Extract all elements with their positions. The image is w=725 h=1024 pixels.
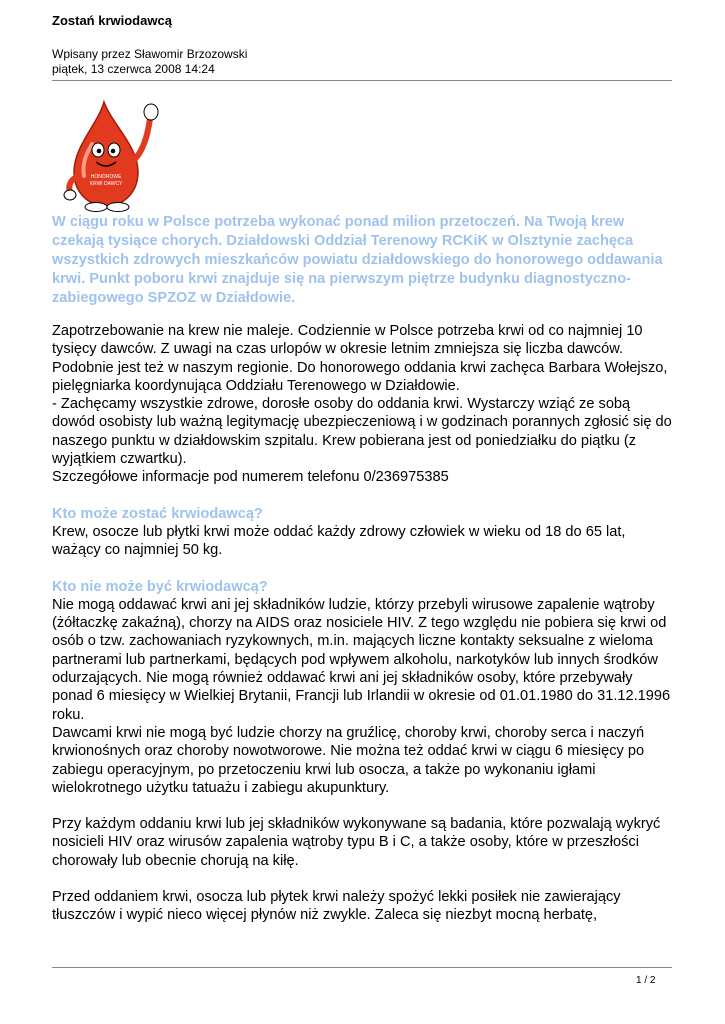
- article-meta: [52, 47, 247, 77]
- footer-divider: [52, 967, 672, 968]
- author-line: Wpisany przez Sławomir Brzozowski: [52, 47, 248, 61]
- intro-paragraph: W ciągu roku w Polsce potrzeba wykonać ponad milion przetoczeń. Na Twoją krew czekają tysiące chorych. Działdowski Oddział Terenowy RCKiK w Olsztynie zachęca wszystkich zdrowych mieszkańców powiatu działdowskiego do honorowego oddawania krwi. Punkt poboru krwi znajduje się na pierwszym piętrze budynku diagnostyczno-zabiegowego SPZOZ w Działdowie.: [52, 214, 663, 306]
- paragraph: Szczegółowe informacje pod numerem telefonu 0/236975385: [52, 469, 449, 486]
- blood-drop-mascot-image: [62, 94, 162, 212]
- paragraph: Nie mogą oddawać krwi ani jej składników ludzie, którzy przebyli wirusowe zapalenie wątroby (żółtaczkę zakaźną), chorzy na AIDS oraz nosiciele HIV. Z tego względu nie pobiera się krwi od osób o tzw. zachowaniach ryzykownych, m.in. mających liczne kontakty seksualne z wieloma partnerami lub partnerkami, będących pod wpływem alkoholu, narkotyków lub innych środków odurzających. Nie mogą również oddawać krwi ani jej składników osoby, które przebywały ponad 6 miesięcy w Wielkiej Brytanii, Francji lub Irlandii w okresie od 01.01.1980 do 31.12.1996 roku.: [52, 596, 671, 723]
- page-title: Zostań krwiodawcą: [52, 13, 172, 28]
- subheading-who-can: Kto może zostać krwiodawcą?: [52, 505, 263, 522]
- svg-text:HONOROWE: HONOROWE: [90, 174, 122, 180]
- article-body: [52, 322, 677, 925]
- paragraph: Dawcami krwi nie mogą być ludzie chorzy na gruźlicę, choroby krwi, choroby serca i naczyń krwionośnych oraz choroby nowotworowe. Nie można też oddać krwi w ciągu 6 miesięcy po zabiegu operacyjnym, po przetoczeniu krwi lub osocza, a także po wykonaniu igłami wielokrotnego użytku tatuażu i zabiegu akupunktury.: [52, 724, 645, 796]
- paragraph: - Zachęcamy wszystkie zdrowe, dorosłe osoby do oddania krwi. Wystarczy wziąć ze sobą dowód osobisty lub ważną legitymację ubezpieczeniową i w godzinach porannych zgłosić się do naszego punktu w działdowskim szpitalu. Krew pobierana jest od poniedziałku do piątku (z wyjątkiem czwartku).: [52, 396, 672, 468]
- paragraph: Przy każdym oddaniu krwi lub jej składników wykonywane są badania, które pozwalają wykryć nosicieli HIV oraz wirusów zapalenia wątroby typu B i C, a także osoby, które w przeszłości chorowały lub obecnie chorują na kiłę.: [52, 816, 661, 869]
- paragraph: Zapotrzebowanie na krew nie maleje. Codziennie w Polsce potrzeba krwi od co najmniej 10 tysięcy dawców. Z uwagi na czas urlopów w okresie letnim zmniejsza się liczba dawców. Podobnie jest też w naszym regionie. Do honorowego oddania krwi zachęca Barbara Wołejszo, pielęgniarka koordynująca Oddziału Terenowego w Działdowie.: [52, 323, 668, 394]
- paragraph: Krew, osocze lub płytki krwi może oddać każdy zdrowy człowiek w wieku od 18 do 65 lat, ważący co najmniej 50 kg.: [52, 523, 626, 559]
- paragraph: Przed oddaniem krwi, osocza lub płytek krwi należy spożyć lekki posiłek nie zawierający tłuszczów i wypić nieco więcej płynów niż zwykle. Zaleca się niezbyt mocną herbatę,: [52, 889, 621, 924]
- date-line: piątek, 13 czerwca 2008 14:24: [52, 62, 215, 76]
- page-number: 1 / 2: [636, 975, 656, 986]
- subheading-who-cannot: Kto nie może być krwiodawcą?: [52, 578, 268, 595]
- svg-text:KRWI DAWCY: KRWI DAWCY: [89, 181, 123, 187]
- header-divider: [52, 80, 672, 81]
